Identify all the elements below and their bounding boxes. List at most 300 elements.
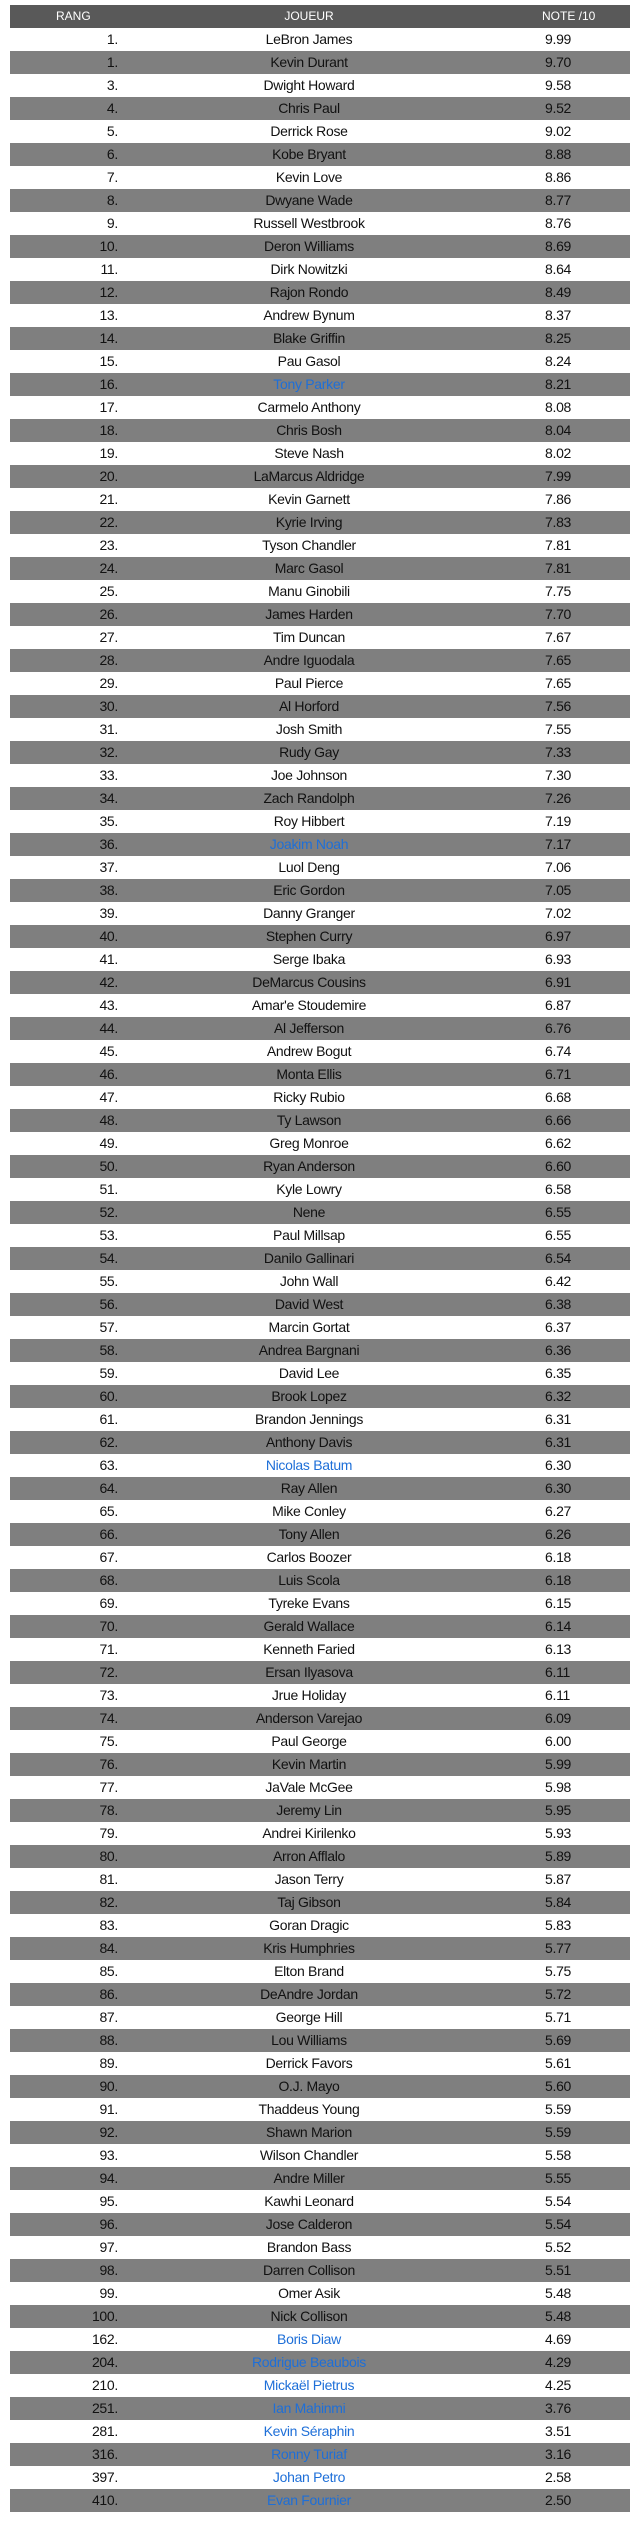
row-rank: 90. (99, 2078, 118, 2094)
row-note-cell (500, 603, 630, 626)
row-note: 6.54 (545, 1250, 572, 1266)
row-note: 8.77 (545, 192, 572, 208)
table-row (10, 1845, 630, 1868)
row-note-cell (500, 235, 630, 258)
row-rank: 4. (106, 100, 118, 116)
row-note-cell (500, 2144, 630, 2167)
row-note-cell (500, 120, 630, 143)
row-rank: 27. (99, 629, 118, 645)
row-rank: 26. (99, 606, 118, 622)
table-row (10, 488, 630, 511)
row-note-cell (500, 1914, 630, 1937)
row-player-name: Ryan Anderson (263, 1158, 355, 1174)
row-note-cell (500, 1270, 630, 1293)
row-note: 3.16 (545, 2446, 572, 2462)
row-player-name: Joakim Noah (269, 836, 349, 852)
row-note: 8.64 (545, 261, 572, 277)
row-note: 6.60 (545, 1158, 572, 1174)
row-note: 7.75 (545, 583, 572, 599)
row-player-name: Andrew Bynum (263, 307, 355, 323)
row-rank: 18. (99, 422, 118, 438)
row-player-name: Josh Smith (275, 721, 343, 737)
row-player-name: Dirk Nowitzki (270, 261, 348, 277)
row-rank: 68. (99, 1572, 118, 1588)
table-row (10, 304, 630, 327)
row-player-name: Marcin Gortat (268, 1319, 350, 1335)
row-note: 6.30 (545, 1480, 572, 1496)
header-note: NOTE /10 (542, 9, 596, 23)
row-rank: 11. (100, 261, 118, 277)
row-player-name: Ricky Rubio (273, 1089, 345, 1105)
table-row (10, 557, 630, 580)
row-rank: 35. (99, 813, 118, 829)
row-note-cell (500, 1592, 630, 1615)
row-note: 7.05 (545, 882, 572, 898)
row-note: 9.58 (545, 77, 572, 93)
row-player-name: Omer Asik (278, 2285, 340, 2301)
table-row (10, 971, 630, 994)
row-note-cell (500, 2213, 630, 2236)
row-rank: 281. (91, 2423, 118, 2439)
row-note: 5.83 (545, 1917, 572, 1933)
row-player-name: Andrea Bargnani (258, 1342, 360, 1358)
row-note: 6.76 (545, 1020, 572, 1036)
row-note-cell (500, 2420, 630, 2443)
row-note: 7.26 (545, 790, 572, 806)
row-note: 3.76 (545, 2400, 572, 2416)
row-rank: 1. (106, 54, 118, 70)
table-row (10, 1569, 630, 1592)
row-rank: 397. (91, 2469, 118, 2485)
row-rank: 78. (99, 1802, 118, 1818)
row-player-name: Stephen Curry (265, 928, 353, 944)
row-player-name: Rodrigue Beaubois (252, 2354, 366, 2370)
row-player-name: Andre Iguodala (263, 652, 355, 668)
row-note-cell (500, 2374, 630, 2397)
table-row (10, 2075, 630, 2098)
row-rank: 57. (99, 1319, 118, 1335)
row-note: 9.02 (545, 123, 572, 139)
row-note: 5.77 (545, 1940, 572, 1956)
row-rank: 54. (99, 1250, 118, 1266)
row-rank: 56. (99, 1296, 118, 1312)
row-rank: 87. (99, 2009, 118, 2025)
row-note: 5.75 (545, 1963, 572, 1979)
row-note: 7.99 (545, 468, 572, 484)
row-player-name: Andrei Kirilenko (262, 1825, 356, 1841)
row-note-cell (500, 856, 630, 879)
table-row (10, 1339, 630, 1362)
row-note: 5.54 (545, 2216, 572, 2232)
table-row (10, 1270, 630, 1293)
table-row (10, 580, 630, 603)
row-rank: 50. (99, 1158, 118, 1174)
table-row (10, 810, 630, 833)
row-player-name: Anderson Varejao (255, 1710, 363, 1726)
table-row (10, 1891, 630, 1914)
row-rank: 73. (99, 1687, 118, 1703)
row-note-cell (500, 2121, 630, 2144)
row-note-cell (500, 2466, 630, 2489)
row-note-cell (500, 2489, 630, 2512)
row-player-name: Kevin Martin (271, 1756, 347, 1772)
table-row (10, 1201, 630, 1224)
row-player-name: Kevin Garnett (268, 491, 350, 507)
table-header (10, 5, 630, 28)
row-note: 5.72 (545, 1986, 572, 2002)
table-body (10, 28, 630, 2512)
row-note-cell (500, 2029, 630, 2052)
row-player-name: Eric Gordon (273, 882, 345, 898)
table-row (10, 1155, 630, 1178)
row-rank: 80. (99, 1848, 118, 1864)
table-row (10, 2466, 630, 2489)
row-note: 5.93 (545, 1825, 572, 1841)
row-player-name: Mike Conley (272, 1503, 346, 1519)
row-note: 8.08 (545, 399, 572, 415)
row-note-cell (500, 741, 630, 764)
table-row (10, 1523, 630, 1546)
table-row (10, 28, 630, 51)
row-note-cell (500, 419, 630, 442)
row-rank: 39. (99, 905, 118, 921)
table-row (10, 2420, 630, 2443)
row-player-name: Elton Brand (274, 1963, 344, 1979)
table-row (10, 695, 630, 718)
row-note-cell (500, 1891, 630, 1914)
row-player-name: Brandon Jennings (254, 1411, 364, 1427)
table-row (10, 1362, 630, 1385)
table-row (10, 2029, 630, 2052)
row-note: 8.25 (545, 330, 572, 346)
row-rank: 97. (99, 2239, 118, 2255)
row-note: 9.99 (545, 31, 572, 47)
row-note-cell (500, 2167, 630, 2190)
row-player-name: Taj Gibson (277, 1894, 341, 1910)
row-note: 6.13 (545, 1641, 572, 1657)
table-row (10, 2052, 630, 2075)
row-note: 7.06 (545, 859, 572, 875)
row-note-cell (500, 1247, 630, 1270)
row-rank: 29. (99, 675, 118, 691)
row-note-cell (500, 2397, 630, 2420)
row-note: 8.24 (545, 353, 572, 369)
row-rank: 25. (99, 583, 118, 599)
row-note: 6.93 (545, 951, 572, 967)
row-player-name: Joe Johnson (270, 767, 348, 783)
row-rank: 162. (91, 2331, 118, 2347)
row-rank: 98. (99, 2262, 118, 2278)
row-note-cell (500, 511, 630, 534)
row-player-name: Wilson Chandler (259, 2147, 359, 2163)
row-player-name: Evan Fournier (266, 2492, 352, 2508)
row-note: 5.52 (545, 2239, 572, 2255)
row-player-name: JaVale McGee (265, 1779, 353, 1795)
row-note: 6.55 (545, 1204, 572, 1220)
row-rank: 43. (99, 997, 118, 1013)
table-row (10, 2167, 630, 2190)
table-row (10, 1063, 630, 1086)
row-note: 9.70 (545, 54, 572, 70)
row-player-name: Kenneth Faried (263, 1641, 355, 1657)
row-player-name: Andre Miller (273, 2170, 345, 2186)
table-row (10, 51, 630, 74)
row-player-name: Kobe Bryant (272, 146, 346, 162)
row-rank: 63. (99, 1457, 118, 1473)
table-row (10, 419, 630, 442)
row-rank: 316. (91, 2446, 118, 2462)
row-rank: 42. (99, 974, 118, 990)
table-row (10, 1224, 630, 1247)
row-note: 6.00 (545, 1733, 572, 1749)
row-rank: 52. (99, 1204, 118, 1220)
row-note-cell (500, 1224, 630, 1247)
row-rank: 65. (99, 1503, 118, 1519)
row-player-name: Ian Mahinmi (272, 2400, 346, 2416)
row-note: 5.89 (545, 1848, 572, 1864)
row-note-cell (500, 1615, 630, 1638)
row-note: 7.70 (545, 606, 572, 622)
row-rank: 34. (99, 790, 118, 806)
table-row (10, 74, 630, 97)
row-note-cell (500, 1339, 630, 1362)
row-note-cell (500, 304, 630, 327)
row-note: 8.88 (545, 146, 572, 162)
row-note-cell (500, 1523, 630, 1546)
row-note-cell (500, 465, 630, 488)
table-row (10, 1960, 630, 1983)
table-row (10, 626, 630, 649)
row-note-cell (500, 1730, 630, 1753)
table-row (10, 1293, 630, 1316)
row-player-name: Gerald Wallace (263, 1618, 355, 1634)
row-note-cell (500, 396, 630, 419)
row-note: 5.59 (545, 2101, 572, 2117)
row-rank: 45. (99, 1043, 118, 1059)
row-note-cell (500, 1201, 630, 1224)
row-note-cell (500, 74, 630, 97)
row-rank: 19. (99, 445, 118, 461)
row-note: 5.58 (545, 2147, 572, 2163)
row-player-name: Marc Gasol (274, 560, 344, 576)
table-row (10, 2328, 630, 2351)
row-rank: 93. (99, 2147, 118, 2163)
row-note-cell (500, 1293, 630, 1316)
row-note: 5.60 (545, 2078, 572, 2094)
row-note-cell (500, 1546, 630, 1569)
row-rank: 77. (99, 1779, 118, 1795)
row-rank: 66. (99, 1526, 118, 1542)
row-player-name: Shawn Marion (266, 2124, 352, 2140)
row-player-name: Chris Bosh (276, 422, 342, 438)
row-player-name: Derrick Rose (270, 123, 348, 139)
table-row (10, 1247, 630, 1270)
row-player-name: Jeremy Lin (276, 1802, 342, 1818)
row-note-cell (500, 212, 630, 235)
row-player-name: Kevin Love (275, 169, 343, 185)
row-note: 7.56 (545, 698, 572, 714)
row-rank: 5. (106, 123, 118, 139)
row-note-cell (500, 2259, 630, 2282)
row-player-name: Danilo Gallinari (263, 1250, 355, 1266)
table-row (10, 1592, 630, 1615)
row-player-name: John Wall (279, 1273, 339, 1289)
row-rank: 61. (99, 1411, 118, 1427)
row-note: 8.04 (545, 422, 572, 438)
row-note: 8.76 (545, 215, 572, 231)
row-note-cell (500, 1063, 630, 1086)
row-note-cell (500, 1868, 630, 1891)
row-note-cell (500, 2098, 630, 2121)
table-row (10, 764, 630, 787)
row-rank: 46. (99, 1066, 118, 1082)
table-row (10, 189, 630, 212)
row-player-name: Carmelo Anthony (257, 399, 361, 415)
table-row (10, 1477, 630, 1500)
row-note: 4.69 (545, 2331, 572, 2347)
table-row (10, 1914, 630, 1937)
row-player-name: Ty Lawson (276, 1112, 342, 1128)
row-player-name: Blake Griffin (272, 330, 346, 346)
table-row (10, 1109, 630, 1132)
row-player-name: Al Jefferson (273, 1020, 345, 1036)
row-note: 6.14 (545, 1618, 572, 1634)
row-note-cell (500, 143, 630, 166)
row-note: 5.71 (545, 2009, 572, 2025)
row-player-name: DeMarcus Cousins (252, 974, 366, 990)
row-note: 6.18 (545, 1549, 572, 1565)
row-note-cell (500, 2075, 630, 2098)
row-rank: 24. (99, 560, 118, 576)
row-rank: 15. (99, 353, 118, 369)
row-player-name: Amar'e Stoudemire (251, 997, 367, 1013)
row-note: 5.61 (545, 2055, 572, 2071)
table-row (10, 212, 630, 235)
row-rank: 22. (99, 514, 118, 530)
table-row (10, 327, 630, 350)
row-rank: 99. (99, 2285, 118, 2301)
table-row (10, 603, 630, 626)
table-row (10, 1178, 630, 1201)
row-rank: 14. (99, 330, 118, 346)
row-rank: 210. (91, 2377, 118, 2393)
table-row (10, 1040, 630, 1063)
table-row (10, 1707, 630, 1730)
row-note-cell (500, 1109, 630, 1132)
row-player-name: Kevin Séraphin (263, 2423, 355, 2439)
table-row (10, 258, 630, 281)
row-rank: 33. (99, 767, 118, 783)
row-note: 7.33 (545, 744, 572, 760)
row-note: 6.30 (545, 1457, 572, 1473)
table-row (10, 902, 630, 925)
row-note-cell (500, 879, 630, 902)
row-note-cell (500, 1040, 630, 1063)
row-note: 7.30 (545, 767, 572, 783)
row-note: 4.29 (545, 2354, 572, 2370)
row-note-cell (500, 2190, 630, 2213)
row-rank: 84. (99, 1940, 118, 1956)
row-note: 5.69 (545, 2032, 572, 2048)
row-rank: 88. (99, 2032, 118, 2048)
table-row (10, 166, 630, 189)
row-rank: 9. (106, 215, 118, 231)
row-player-name: Darren Collison (263, 2262, 355, 2278)
table-row (10, 925, 630, 948)
row-player-name: Tyson Chandler (262, 537, 356, 553)
row-note-cell (500, 1707, 630, 1730)
row-rank: 10. (99, 238, 118, 254)
row-note-cell (500, 695, 630, 718)
row-player-name: Luol Deng (278, 859, 340, 875)
row-rank: 28. (99, 652, 118, 668)
row-rank: 48. (99, 1112, 118, 1128)
row-player-name: Dwight Howard (263, 77, 355, 93)
row-rank: 79. (99, 1825, 118, 1841)
row-note-cell (500, 2006, 630, 2029)
table-row (10, 1661, 630, 1684)
row-rank: 72. (99, 1664, 118, 1680)
row-note: 6.32 (545, 1388, 572, 1404)
row-rank: 23. (99, 537, 118, 553)
row-note: 7.67 (545, 629, 572, 645)
row-note-cell (500, 1661, 630, 1684)
row-note-cell (500, 97, 630, 120)
row-note: 6.71 (545, 1066, 572, 1082)
row-note-cell (500, 1362, 630, 1385)
row-player-name: Derrick Favors (265, 2055, 353, 2071)
table-row (10, 833, 630, 856)
row-rank: 60. (99, 1388, 118, 1404)
row-note-cell (500, 1431, 630, 1454)
row-note-cell (500, 626, 630, 649)
row-note-cell (500, 1638, 630, 1661)
row-note-cell (500, 1132, 630, 1155)
row-note: 6.11 (545, 1687, 571, 1703)
table-row (10, 1615, 630, 1638)
row-rank: 3. (106, 77, 118, 93)
row-note-cell (500, 833, 630, 856)
row-note-cell (500, 28, 630, 51)
row-rank: 86. (99, 1986, 118, 2002)
row-player-name: Jason Terry (274, 1871, 344, 1887)
table-row (10, 1132, 630, 1155)
row-rank: 44. (99, 1020, 118, 1036)
row-rank: 37. (99, 859, 118, 875)
row-rank: 38. (99, 882, 118, 898)
row-player-name: Kyle Lowry (276, 1181, 342, 1197)
row-rank: 41. (99, 951, 118, 967)
row-note: 8.69 (545, 238, 572, 254)
row-player-name: Jrue Holiday (271, 1687, 347, 1703)
row-note: 6.18 (545, 1572, 572, 1588)
table-row (10, 2213, 630, 2236)
row-rank: 36. (99, 836, 118, 852)
row-note-cell (500, 258, 630, 281)
row-player-name: Nicolas Batum (265, 1457, 353, 1473)
table-row (10, 1684, 630, 1707)
row-player-name: James Harden (265, 606, 353, 622)
row-note: 9.52 (545, 100, 572, 116)
row-note: 6.38 (545, 1296, 572, 1312)
row-note: 5.48 (545, 2308, 572, 2324)
row-note: 6.15 (545, 1595, 572, 1611)
row-rank: 410. (91, 2492, 118, 2508)
table-row (10, 1638, 630, 1661)
table-row (10, 534, 630, 557)
row-player-name: Serge Ibaka (272, 951, 346, 967)
row-note: 6.09 (545, 1710, 572, 1726)
